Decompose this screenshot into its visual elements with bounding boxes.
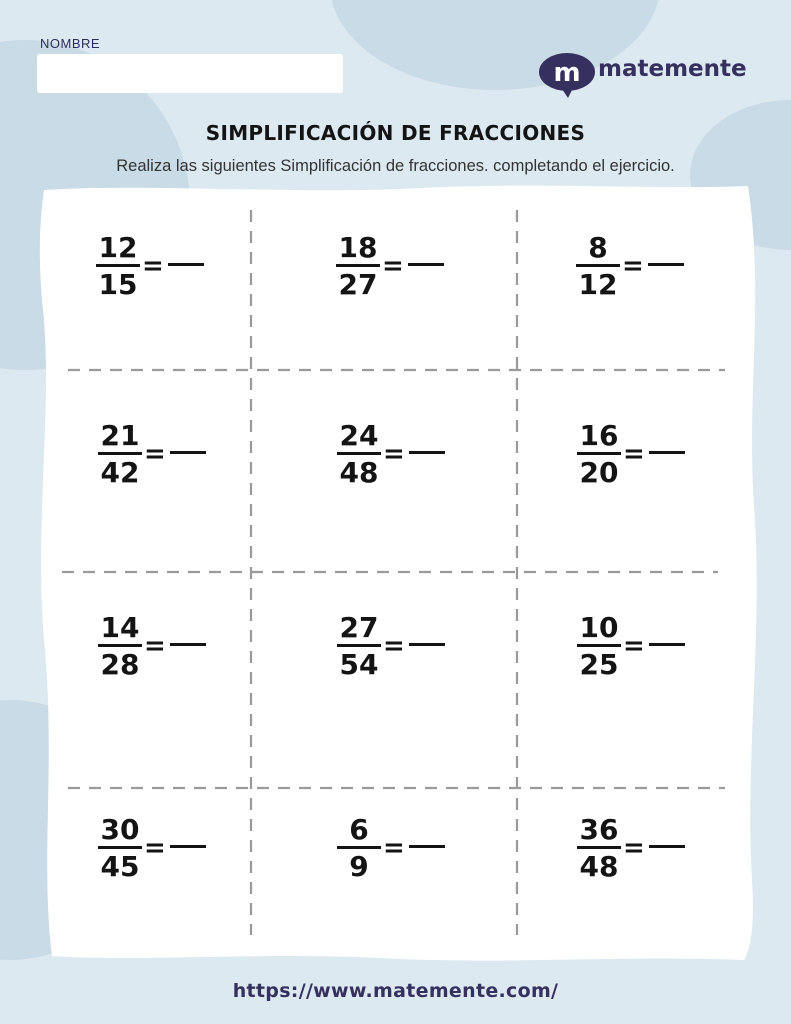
equals-sign: =: [623, 833, 645, 863]
equals-sign: =: [142, 251, 164, 281]
denominator: 54: [339, 648, 379, 681]
answer-blank[interactable]: [648, 263, 684, 266]
numerator: 12: [98, 231, 138, 264]
fraction: [336, 233, 380, 300]
answer-blank[interactable]: [168, 263, 204, 266]
answer-blank[interactable]: [170, 451, 206, 454]
answer-blank[interactable]: [649, 451, 685, 454]
numerator: 6: [349, 813, 369, 846]
name-label: NOMBRE: [40, 36, 101, 51]
denominator: 45: [100, 850, 140, 883]
logo-letter: m: [553, 58, 581, 88]
denominator: 48: [339, 456, 379, 489]
answer-blank[interactable]: [649, 845, 685, 848]
answer-blank[interactable]: [170, 845, 206, 848]
denominator: 28: [100, 648, 140, 681]
numerator: 16: [579, 419, 619, 452]
fraction: [577, 421, 621, 488]
exercise-2: [336, 233, 456, 313]
equals-sign: =: [383, 439, 405, 469]
numerator: 30: [100, 813, 140, 846]
fraction: [577, 613, 621, 680]
exercise-6: [577, 421, 697, 501]
fraction: [98, 613, 142, 680]
fraction-bar: [336, 264, 380, 267]
fraction-bar: [576, 264, 620, 267]
fraction: [337, 613, 381, 680]
fraction-bar: [577, 452, 621, 455]
denominator: 48: [579, 850, 619, 883]
numerator: 21: [100, 419, 140, 452]
logo-text: matemente: [598, 56, 747, 82]
numerator: 24: [339, 419, 379, 452]
exercise-5: [337, 421, 457, 501]
answer-blank[interactable]: [409, 451, 445, 454]
exercise-7: [98, 613, 218, 693]
fraction-bar: [577, 846, 621, 849]
fraction: [337, 421, 381, 488]
exercise-4: [98, 421, 218, 501]
fraction-bar: [577, 644, 621, 647]
exercise-1: [96, 233, 216, 313]
fraction: [98, 421, 142, 488]
worksheet-title: SIMPLIFICACIÓN DE FRACCIONES: [205, 121, 586, 145]
numerator: 14: [100, 611, 140, 644]
answer-blank[interactable]: [408, 263, 444, 266]
fraction-bar: [98, 644, 142, 647]
fraction: [98, 815, 142, 882]
equals-sign: =: [144, 833, 166, 863]
denominator: 25: [579, 648, 619, 681]
numerator: 10: [579, 611, 619, 644]
fraction-bar: [337, 846, 381, 849]
numerator: 8: [588, 231, 608, 264]
answer-blank[interactable]: [170, 643, 206, 646]
answer-blank[interactable]: [409, 643, 445, 646]
answer-blank[interactable]: [649, 643, 685, 646]
equals-sign: =: [382, 251, 404, 281]
numerator: 27: [339, 611, 379, 644]
fraction-bar: [96, 264, 140, 267]
fraction: [337, 815, 381, 882]
equals-sign: =: [144, 631, 166, 661]
denominator: 27: [338, 268, 378, 301]
exercise-8: [337, 613, 457, 693]
equals-sign: =: [383, 833, 405, 863]
fraction-bar: [98, 846, 142, 849]
equals-sign: =: [383, 631, 405, 661]
fraction: [576, 233, 620, 300]
exercise-3: [576, 233, 696, 313]
equals-sign: =: [622, 251, 644, 281]
denominator: 42: [100, 456, 140, 489]
fraction-bar: [337, 644, 381, 647]
numerator: 36: [579, 813, 619, 846]
numerator: 18: [338, 231, 378, 264]
denominator: 12: [578, 268, 618, 301]
fraction: [577, 815, 621, 882]
worksheet-instructions: Realiza las siguientes Simplificación de fracciones. completando el ejercicio.: [116, 157, 675, 175]
fraction-bar: [98, 452, 142, 455]
equals-sign: =: [144, 439, 166, 469]
equals-sign: =: [623, 631, 645, 661]
exercise-9: [577, 613, 697, 693]
exercise-12: [577, 815, 697, 895]
footer-url[interactable]: https://www.matemente.com/: [232, 980, 559, 1002]
exercise-11: [337, 815, 457, 895]
exercise-10: [98, 815, 218, 895]
denominator: 15: [98, 268, 138, 301]
equals-sign: =: [623, 439, 645, 469]
answer-blank[interactable]: [409, 845, 445, 848]
denominator: 9: [349, 850, 369, 883]
denominator: 20: [579, 456, 619, 489]
fraction-bar: [337, 452, 381, 455]
fraction: [96, 233, 140, 300]
